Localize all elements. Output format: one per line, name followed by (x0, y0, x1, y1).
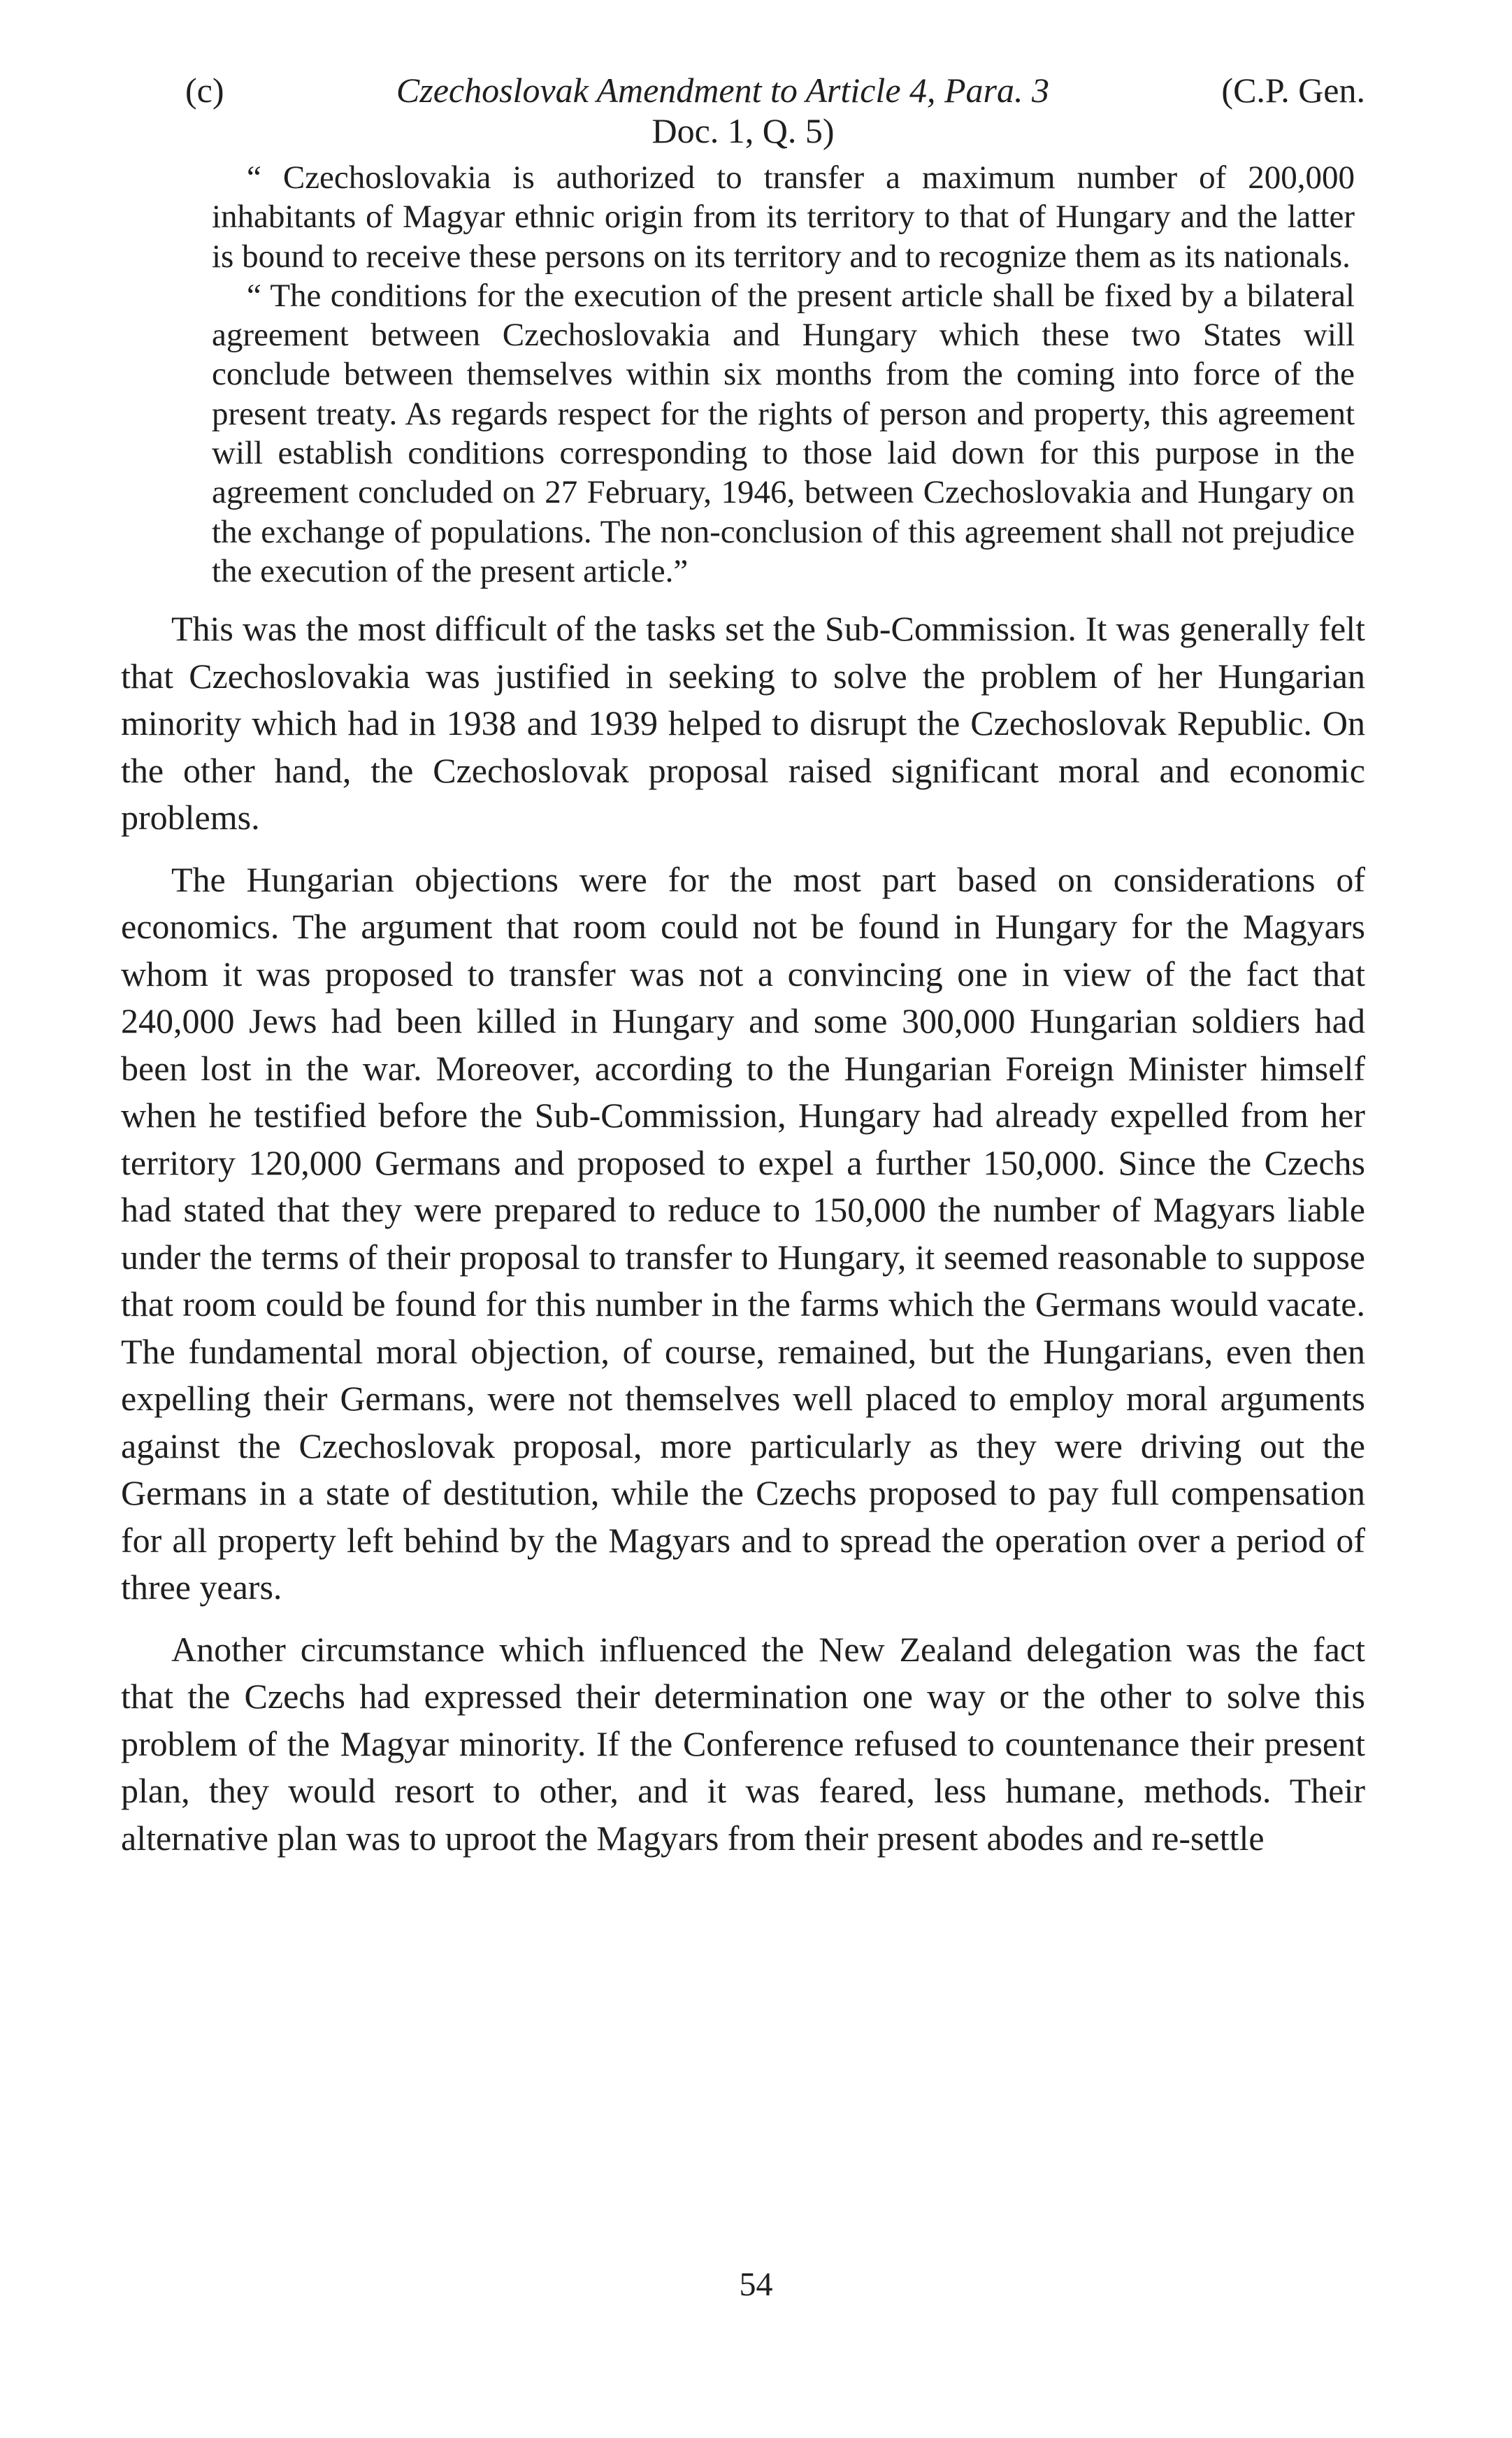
document-reference-continued: Doc. 1, Q. 5) (651, 111, 835, 150)
body-paragraph: Another circumstance which influenced the New Zealand delegation was the fact that the Czechs had expressed their determination one way or the other to solve this problem of the Magyar minority. If the Conference refused to countenance their present plan, they would resort to other, and it was feared, less humane, methods. Their alternative plan was to uproot the Magyars from their present abodes and re-settle (121, 1629, 1365, 1858)
section-label: (c) (185, 71, 224, 110)
quoted-amendment (212, 158, 1355, 591)
section-title: Czechoslovak Amendment to Article 4, Para. 3 (396, 71, 1050, 110)
document-reference: (C.P. Gen. (1221, 71, 1365, 110)
body-text (121, 605, 1365, 1862)
section-heading (121, 70, 1365, 151)
page-content (121, 70, 1365, 1862)
body-paragraph: This was the most difficult of the tasks set the Sub-Commission. It was generally felt that Czechoslovakia was justified in seeking to solve the problem of her Hungarian minority which had in 1938 and 1939 helped to disrupt the Czechoslovak Republic. On the other hand, the Czechoslovak proposal raised significant moral and economic problems. (121, 609, 1365, 838)
page-number: 54 (739, 2266, 773, 2303)
quote-paragraph: “ The conditions for the execution of the present article shall be fixed by a bilateral agreement between Czechoslovakia and Hungary which these two States will conclude between themselves within six months from the coming into force of the present treaty. As regards respect for the rights of person and property, this agreement will establish conditions corresponding to those laid down for this purpose in the agreement concluded on 27 February, 1946, between Czechoslovakia and Hungary on the exchange of populations. The non-conclusion of this agreement shall not prejudice the execution of the present article.” (212, 277, 1355, 589)
quote-paragraph: “ Czechoslovakia is authorized to transfer a maximum number of 200,000 inhabitants of Magyar ethnic origin from its territory to that of Hungary and the latter is bound to receive these persons on its territory and to recognize them as its nationals. (212, 159, 1355, 275)
body-paragraph: The Hungarian objections were for the most part based on considerations of economics. The argument that room could not be found in Hungary for the Magyars whom it was proposed to transfer was not a convincing one in view of the fact that 240,000 Jews had been killed in Hungary and some 300,000 Hungarian soldiers had been lost in the war. Moreover, according to the Hungarian Foreign Minister himself when he testified before the Sub-Commission, Hungary had already expelled from her territory 120,000 Germans and proposed to expel a further 150,000. Since the Czechs had stated that they were prepared to reduce to 150,000 the number of Magyars liable under the terms of their proposal to transfer to Hungary, it seemed reasonable to suppose that room could be found for this number in the farms which the Germans would vacate. The fundamental moral objection, of course, remained, but the Hungarians, even then expelling their Germans, were not themselves well placed to employ moral arguments against the Czechoslovak proposal, more particularly as they were driving out the Germans in a state of destitution, while the Czechs proposed to pay full compensation for all property left behind by the Magyars and to spread the operation over a period of three years. (121, 859, 1365, 1607)
section-heading-line-1 (121, 70, 1365, 110)
